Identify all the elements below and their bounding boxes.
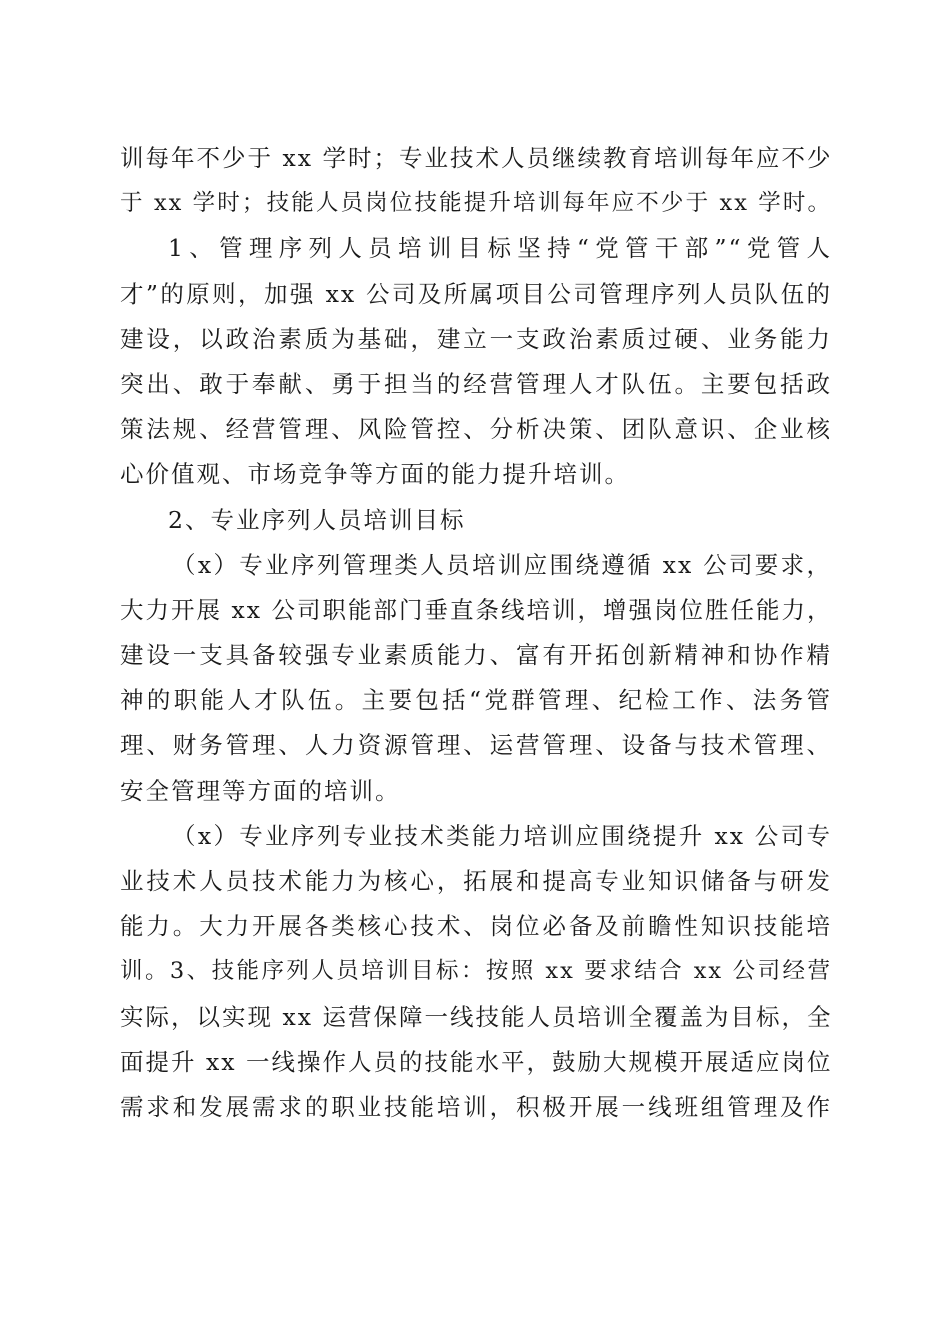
text-line: 建设，以政治素质为基础，建立一支政治素质过硬、业务能力 xyxy=(120,324,832,353)
section-heading: 2、专业序列人员培训目标 xyxy=(168,505,466,534)
text-line: 训。3、技能序列人员培训目标：按照 xx 要求结合 xx 公司经营 xyxy=(120,958,832,985)
text-line: 实际，以实现 xx 运营保障一线技能人员培训全覆盖为目标，全 xyxy=(120,1002,832,1031)
text-line: 于 xx 学时；技能人员岗位技能提升培训每年应不少于 xx 学时。 xyxy=(120,190,832,217)
text-line: 面提升 xx 一线操作人员的技能水平，鼓励大规模开展适应岗位 xyxy=(120,1047,832,1076)
text-line: 才”的原则，加强 xx 公司及所属项目公司管理序列人员队伍的 xyxy=(120,279,832,308)
text-line: （x）专业序列管理类人员培训应围绕遵循 xx 公司要求， xyxy=(172,550,832,579)
text-line: 心价值观、市场竞争等方面的能力提升培训。 xyxy=(120,460,630,489)
text-line: 业技术人员技术能力为核心，拓展和提高专业知识储备与研发 xyxy=(120,867,832,895)
text-line: 能力。大力开展各类核心技术、岗位必备及前瞻性知识技能培 xyxy=(120,912,832,941)
text-line: 突出、敢于奉献、勇于担当的经营管理人才队伍。主要包括政 xyxy=(120,369,832,398)
text-line: 训每年不少于 xx 学时；专业技术人员继续教育培训每年应不少 xyxy=(120,144,832,172)
text-line: 大力开展 xx 公司职能部门垂直条线培训，增强岗位胜任能力， xyxy=(120,595,832,624)
text-line: 安全管理等方面的培训。 xyxy=(120,776,401,805)
text-line: 策法规、经营管理、风险管控、分析决策、团队意识、企业核 xyxy=(120,415,832,444)
text-line: 1、管理序列人员培训目标坚持“党管干部”“党管人 xyxy=(168,234,832,263)
text-line: （x）专业序列专业技术类能力培训应围绕提升 xx 公司专 xyxy=(172,821,832,850)
text-line: 需求和发展需求的职业技能培训，积极开展一线班组管理及作 xyxy=(120,1092,832,1121)
document-body xyxy=(120,136,832,1130)
text-line: 神的职能人才队伍。主要包括“党群管理、纪检工作、法务管 xyxy=(120,686,832,715)
text-line: 建设一支具备较强专业素质能力、富有开拓创新精神和协作精 xyxy=(120,641,832,670)
text-line: 理、财务管理、人力资源管理、运营管理、设备与技术管理、 xyxy=(120,731,832,760)
